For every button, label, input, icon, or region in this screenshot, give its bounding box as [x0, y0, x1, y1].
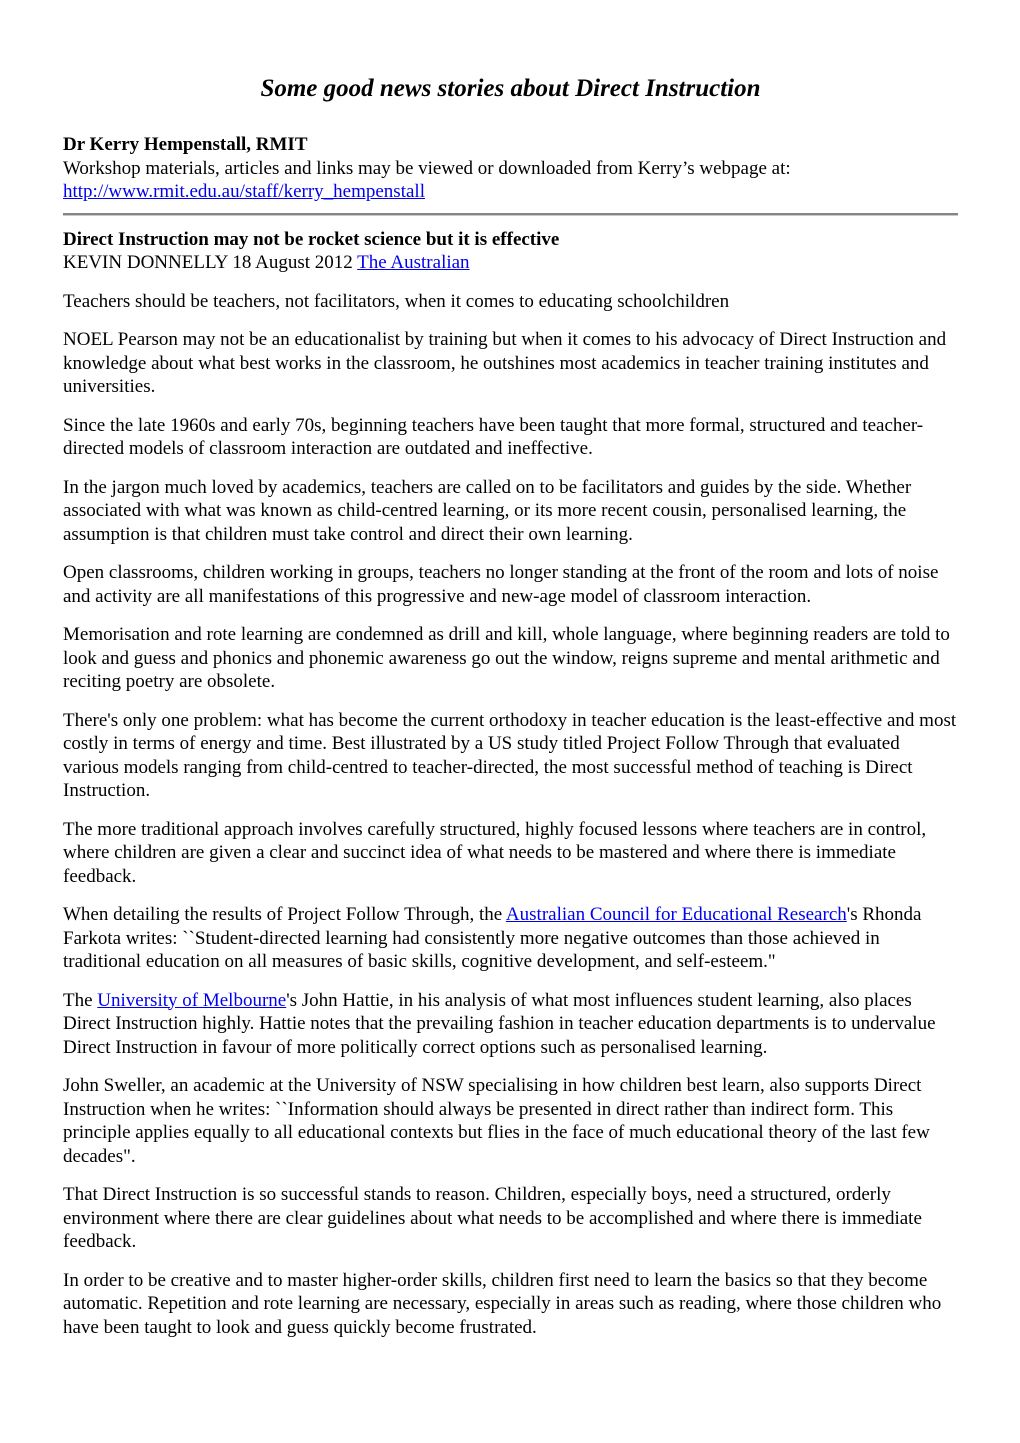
paragraph: In the jargon much loved by academics, teachers are called on to be facilitators and guides by the side. Whether associated with what was known as child-centred learning, or its more recent cousin, personalised learning, the assumption is that children must take control and direct their own learning. — [63, 476, 912, 545]
paragraph: When detailing the results of Project Follow Through, the Australian Council for Educational Research's Rhonda Farkota writes: ``Student-directed learning had consistently more negative outcomes than those achieved in traditional education on all measures of basic skills, cognitive development, and self-esteem." — [63, 904, 922, 972]
acer-link[interactable]: Australian Council for Educational Research — [505, 904, 847, 925]
paragraph: Open classrooms, children working in groups, teachers no longer standing at the front of the room and lots of noise and activity are all manifestations of this progressive and new-age model of classroom interaction. — [63, 562, 939, 607]
paragraph: That Direct Instruction is so successful stands to reason. Children, especially boys, need a structured, orderly environment where there are clear guidelines about what needs to be accomplished and where there is immediate feedback. — [63, 1184, 922, 1252]
paragraph: NOEL Pearson may not be an educationalist by training but when it comes to his advocacy of Direct Instruction and knowledge about what best works in the classroom, he outshines most academics in teacher training institutes and universities. — [63, 329, 947, 397]
paragraph: There's only one problem: what has become the current orthodoxy in teacher education is the least-effective and most costly in terms of energy and time. Best illustrated by a US study titled Project Follow Through that evaluated various models ranging from child-centred to teacher-directed, the most successful method of teaching is Direct Instruction. — [63, 709, 957, 801]
article-headline: Direct Instruction may not be rocket science but it is effective — [63, 228, 560, 250]
university-of-melbourne-link[interactable]: University of Melbourne — [97, 989, 287, 1011]
divider — [63, 213, 958, 216]
paragraph: Memorisation and rote learning are condemned as drill and kill, whole language, where beginning readers are told to look and guess and phonics and phonemic awareness go out the window, reigns supreme and mental arithmetic and reciting poetry are obsolete. — [63, 624, 950, 692]
paragraph: The University of Melbourne's John Hattie, in his analysis of what most influences student learning, also places Direct Instruction highly. Hattie notes that the prevailing fashion in teacher education departments is to undervalue Direct Instruction in favour of more politically correct options such as personalised learning. — [63, 989, 936, 1058]
kerry-webpage-link[interactable]: http://www.rmit.edu.au/staff/kerry_hempenstall — [63, 181, 425, 202]
paragraph: The more traditional approach involves carefully structured, highly focused lessons where teachers are in control, where children are given a clear and succinct idea of what needs to be mastered and where there is immediate feedback. — [63, 818, 927, 887]
author-name: Dr Kerry Hempenstall, RMIT — [63, 134, 308, 155]
the-australian-link[interactable]: The Australian — [357, 252, 470, 273]
standfirst: Teachers should be teachers, not facilitators, when it comes to educating schoolchildren — [63, 290, 730, 312]
paragraph: Since the late 1960s and early 70s, beginning teachers have been taught that more formal, structured and teacher-directed models of classroom interaction are outdated and ineffective. — [63, 414, 924, 459]
author-block — [63, 133, 958, 204]
intro-text: Workshop materials, articles and links may be viewed or downloaded from Kerry’s webpage at: — [63, 157, 791, 179]
byline: KEVIN DONNELLY 18 August 2012 — [63, 252, 358, 273]
paragraph: In order to be creative and to master higher-order skills, children first need to learn the basics so that they become automatic. Repetition and rote learning are necessary, especially in areas such as reading, where those children who have been taught to look and guess quickly become frustrated. — [63, 1269, 942, 1338]
page-title: Some good news stories about Direct Instruction — [260, 75, 761, 102]
article-headline-block — [63, 228, 958, 275]
paragraph: John Sweller, an academic at the University of NSW specialising in how children best learn, also supports Direct Instruction when he writes: ``Information should always be presented in direct rather than indirect form. This principle applies equally to all educational contexts but flies in the face of much educational theory of the last few decades". — [63, 1075, 930, 1167]
